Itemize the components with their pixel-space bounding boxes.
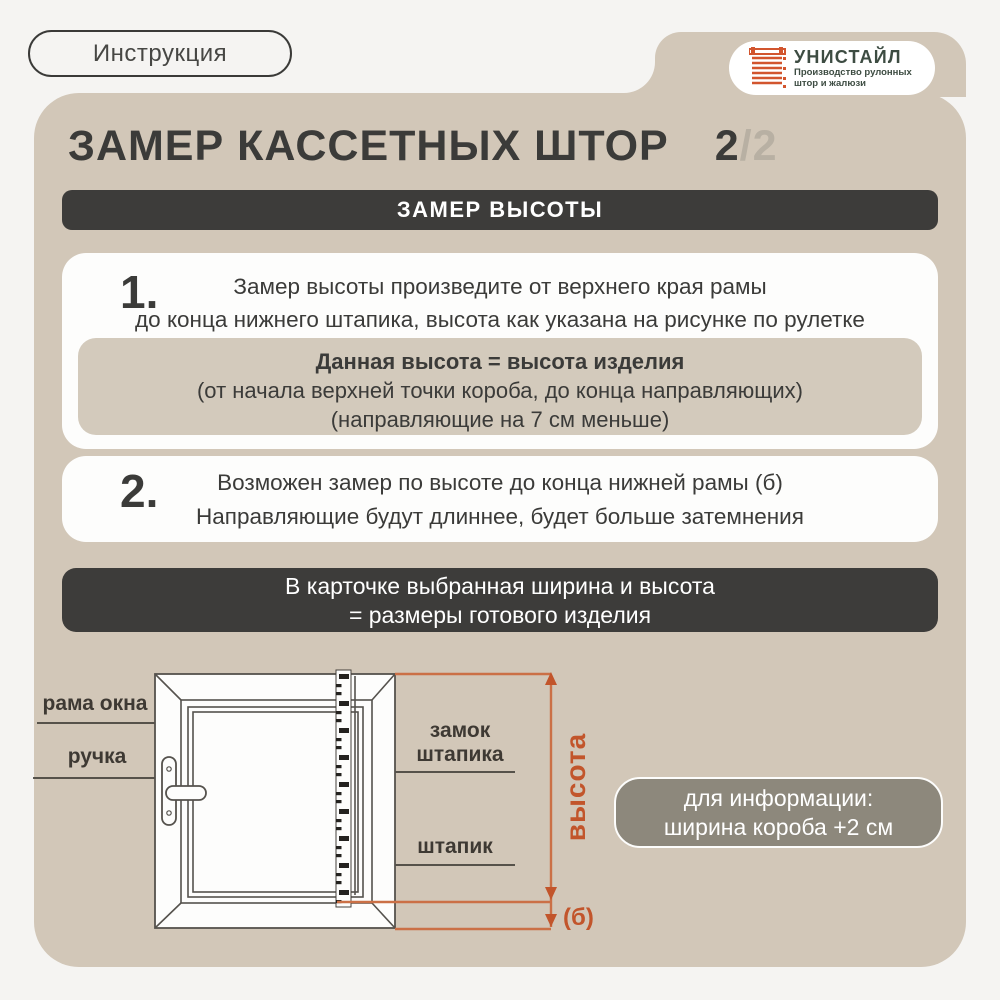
note-title: Данная высота = высота изделия: [315, 349, 685, 374]
brand-name: УНИСТАЙЛ: [794, 46, 902, 67]
step-1-number: 1.: [120, 266, 159, 318]
page-title-text: ЗАМЕР КАССЕТНЫХ ШТОР: [68, 122, 669, 170]
height-label: высота: [560, 732, 591, 842]
brand-tagline-2: штор и жалюзи: [794, 77, 867, 89]
measuring-tape: [336, 670, 351, 907]
page-indicator: 2/2: [714, 122, 778, 170]
info-line-2: ширина короба +2 см: [663, 814, 894, 840]
label-handle: ручка: [67, 745, 127, 768]
info-line-1: для информации:: [683, 785, 874, 811]
window-frame: [155, 674, 395, 928]
step-2-text: Возможен замер по высоте до конца нижней рамы (б) Направляющие будут длиннее, будет больше затемнения: [196, 470, 804, 529]
label-bead: штапик: [417, 835, 493, 858]
result-line-2: = размеры готового изделия: [348, 602, 652, 628]
label-bead-lock-2: штапика: [416, 743, 504, 766]
instruction-badge-label: Инструкция: [92, 39, 228, 67]
note-line-2: (направляющие на 7 см меньше): [330, 407, 670, 432]
section-header-label: ЗАМЕР ВЫСОТЫ: [396, 197, 604, 222]
label-frame: рама окна: [42, 692, 148, 715]
info-box: [614, 777, 943, 848]
result-line-1: В карточке выбранная ширина и высота: [285, 573, 715, 599]
label-bead-lock-1: замок: [429, 719, 491, 742]
brand-tagline-1: Производство рулонных: [794, 66, 912, 78]
step-2-number: 2.: [120, 465, 159, 517]
step-1-text: Замер высоты произведите от верхнего края рамы до конца нижнего штапика, высота как указана на рисунке по рулетке: [135, 274, 865, 332]
note-line-1: (от начала верхней точки короба, до конца направляющих): [196, 378, 803, 403]
b-mark-label: (б): [563, 904, 594, 931]
